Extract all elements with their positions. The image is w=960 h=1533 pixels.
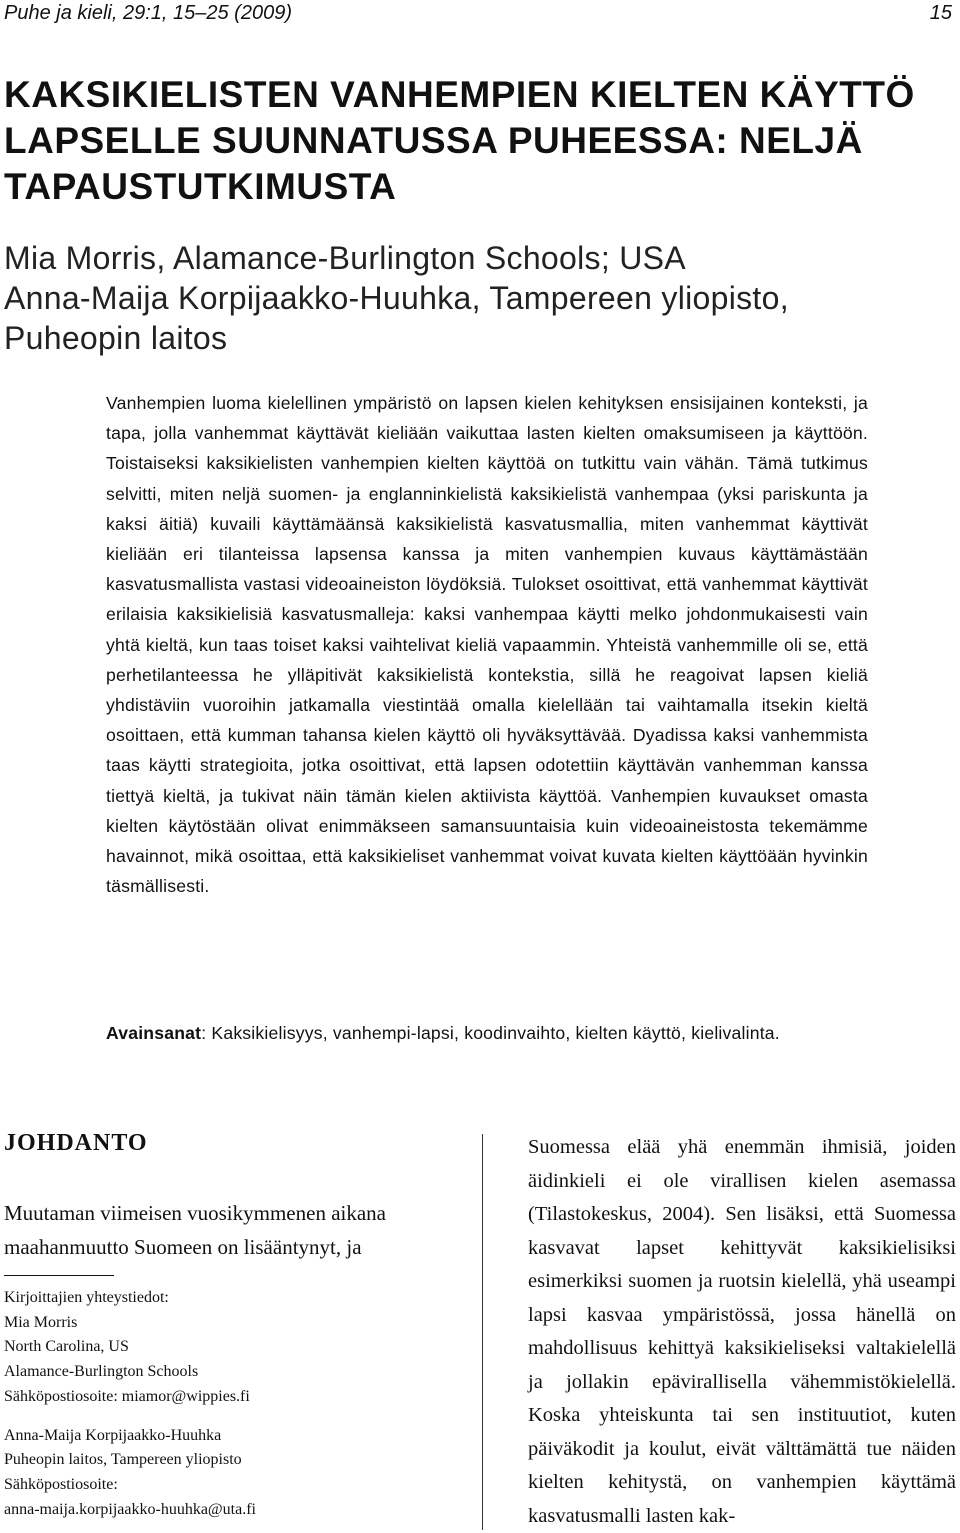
page-header	[4, 2, 952, 30]
article-title: KAKSIKIELISTEN VANHEMPIEN KIELTEN KÄYTTÖ LAPSELLE SUUNNATUSSA PUHEESSA: NELJÄ TAPAUSTUTKIMUSTA	[4, 74, 915, 207]
spacer	[4, 1410, 444, 1424]
author-line: Mia Morris, Alamance-Burlington Schools; USA	[4, 240, 686, 276]
keywords	[106, 1018, 868, 1048]
footnote-rule	[4, 1275, 114, 1276]
author2-org: Puheopin laitos, Tampereen yliopisto	[4, 1451, 242, 1469]
author1-name: Mia Morris	[4, 1313, 78, 1331]
author2-name: Anna-Maija Korpijaakko-Huuhka	[4, 1426, 222, 1444]
author2-email: anna-maija.korpijaakko-huuhka@uta.fi	[4, 1500, 256, 1518]
keywords-text: : Kaksikielisyys, vanhempi-lapsi, koodinvaihto, kielten käyttö, kielivalinta.	[201, 1023, 780, 1043]
contacts-label: Kirjoittajien yhteystiedot:	[4, 1289, 169, 1306]
keywords-label: Avainsanat	[106, 1023, 202, 1043]
author2-email-label: Sähköpostiosoite:	[4, 1475, 118, 1493]
journal-citation: Puhe ja kieli, 29:1, 15–25 (2009)	[4, 2, 292, 24]
author1-location: North Carolina, US	[4, 1338, 129, 1356]
intro-paragraph-left: Muutaman viimeisen vuosikymmenen aikana maahanmuutto Suomeen on lisääntynyt, ja	[4, 1201, 386, 1259]
author-contacts	[4, 1286, 444, 1522]
abstract: Vanhempien luoma kielellinen ympäristö on lapsen kielen kehityksen ensisijainen konteksti, ja tapa, jolla vanhemmat käyttävät kieliään vaikuttaa lasten kielten omaksumiseen ja käyttöön. Toistaiseksi kaksikielisten vanhempien kielten käyttöä on tutkittu vain vähän. Tämä tutkimus selvitti, miten neljä suomen- ja englanninkielistä kaksikielistä vanhempaa (yksi pariskunta ja kaksi äitiä) kuvaili käyttämäänsä kaksikielistä kasvatusmallia, miten vanhemmat käyttivät kieliään eri tilanteissa lapsensa kanssa ja miten vanhempien kuvaus käyttämästään kasvatusmallista vastasi videoaineiston löydöksiä. Tulokset osoittivat, että vanhemmat käyttivät erilaisia kaksikielisiä kasvatusmalleja: kaksi vanhempaa käytti melko johdonmukaisesti vain yhtä kieltä, kun taas toiset kaksi vaihtelivat kieliä vapaammin. Yhteistä vanhemmille oli se, että perhetilanteessa he ylläpitivät kaksikielistä kontekstia, sillä he reagoivat lapsen kieliä yhdistäviin vuoroihin jatkamalla viestintää omalla kielellään tai vaihtamalla itsekin kieltä osoittaen, että kumman tahansa kielen käyttö oli hyväksyttävää. Dyadissa kaksi vanhemmista taas käytti strategioita, jotka osoittivat, että lapsen odotettiin käyttävän vanhemman kanssa tiettyä kieltä, ja tukivat näin tämän kielen aktiivista käyttöä. Vanhempien kuvaukset omasta kielten käytöstään olivat enimmäkseen samansuuntaisia kuin videoaineistosta tekemämme havainnot, mikä osoittaa, että kaksikieliset vanhemmat voivat kuvata kielten käyttöään hyvinkin täsmällisesti.	[106, 393, 868, 897]
author1-org: Alamance-Burlington Schools	[4, 1363, 199, 1381]
author-line: Puheopin laitos	[4, 320, 228, 356]
author-list	[4, 238, 944, 358]
intro-paragraph-right: Suomessa elää yhä enemmän ihmisiä, joiden äidinkieli ei ole virallisen kielen asemassa (Tilastokeskus, 2004). Sen lisäksi, että Suomessa kasvavat lapset kehittyvät kaksikielisiksi esimerkiksi suomen ja ruotsin kielellä, yhä useampi lapsi kasvaa ympäristössä, jossa hänellä on mahdollisuus kehittyä kaksikieliseksi valtakielellä ja jollakin epävirallisella vähemmistökielellä. Koska yhteiskunta tai sen instituutiot, kuten päiväkodit ja koulut, eivät välttämättä tue näiden kielten kehitystä, on vanhempien käyttämä kasvatusmalli lasten kak-	[528, 1136, 956, 1527]
author-line: Anna-Maija Korpijaakko-Huuhka, Tampereen yliopisto,	[4, 280, 789, 316]
section-heading: JOHDANTO	[4, 1130, 148, 1156]
page-number: 15	[929, 2, 952, 24]
column-divider	[482, 1134, 483, 1530]
author1-email: Sähköpostiosoite: miamor@wippies.fi	[4, 1387, 250, 1405]
